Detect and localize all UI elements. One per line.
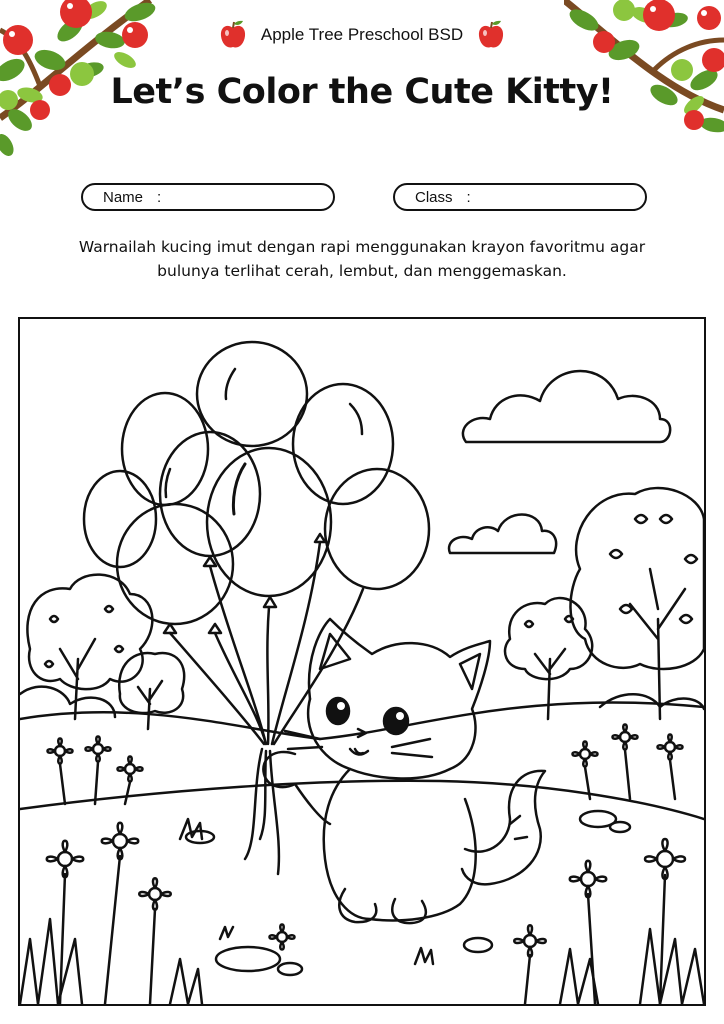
grass-foreground	[20, 919, 704, 1004]
class-label: Class	[415, 188, 453, 206]
grass-tufts	[180, 819, 433, 964]
coloring-picture-frame	[18, 317, 706, 1006]
cloud-large	[463, 371, 670, 442]
class-field[interactable]	[393, 183, 647, 211]
school-header	[0, 20, 724, 50]
rock-2	[278, 963, 302, 975]
name-label: Name	[103, 188, 144, 206]
hill-front	[20, 781, 704, 819]
apple-icon	[477, 20, 505, 50]
kitty-with-balloons-illustration	[20, 319, 704, 1004]
worksheet-title: Let’s Color the Cute Kitty!	[110, 72, 614, 112]
cloud-small	[449, 515, 556, 554]
balloon-cluster	[84, 342, 429, 874]
rock-5	[464, 938, 492, 952]
class-separator: :	[466, 188, 471, 206]
rock-4	[610, 822, 630, 832]
hill-back	[20, 702, 704, 739]
name-separator: :	[157, 188, 162, 206]
tree-right-small	[505, 598, 592, 719]
rock-1	[216, 947, 280, 971]
kitty	[263, 619, 545, 923]
tree-right-large	[570, 488, 704, 719]
instructions-text: Warnailah kucing imut dengan rapi menggunakan krayon favoritmu agar bulunya terlihat cerah, lembut, dan menggemaskan.	[78, 238, 646, 280]
apple-icon	[219, 20, 247, 50]
school-name: Apple Tree Preschool BSD	[260, 25, 464, 44]
name-field[interactable]	[81, 183, 335, 211]
